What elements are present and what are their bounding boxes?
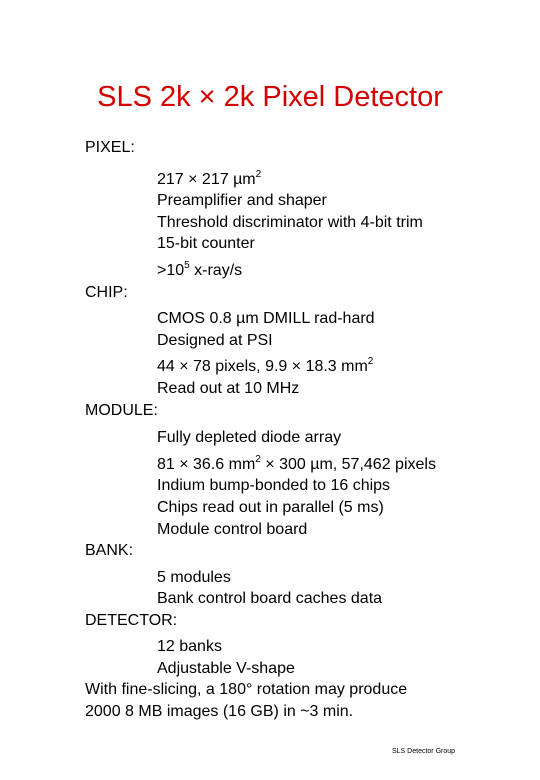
spec-item bbox=[85, 427, 436, 449]
spec-item-text: 12 banks bbox=[157, 638, 222, 656]
spec-item-text: 5 modules bbox=[157, 568, 231, 586]
summary-note bbox=[85, 679, 407, 722]
spec-item-superscript: 2 bbox=[367, 356, 374, 368]
spec-item bbox=[85, 378, 436, 400]
section-heading: MODULE: bbox=[85, 401, 158, 419]
spec-item-text-suffix: x-ray/s bbox=[189, 261, 243, 279]
spec-item-text: 44 × 78 pixels, 9.9 × 18.3 mm bbox=[157, 358, 368, 376]
section-heading: CHIP: bbox=[85, 283, 128, 301]
spec-item-superscript: 5 bbox=[184, 259, 190, 271]
spec-item bbox=[85, 190, 436, 212]
spec-item bbox=[85, 449, 436, 476]
spec-item bbox=[85, 475, 436, 497]
spec-item-text: Designed at PSI bbox=[157, 331, 273, 349]
spec-item bbox=[85, 164, 436, 191]
spec-item bbox=[85, 519, 436, 541]
spec-item-text: Chips read out in parallel (5 ms) bbox=[157, 498, 384, 516]
spec-item bbox=[85, 351, 436, 378]
spec-item bbox=[85, 658, 436, 680]
spec-item-text: Read out at 10 MHz bbox=[157, 379, 300, 397]
section-detector bbox=[85, 610, 436, 680]
section-chip bbox=[85, 282, 436, 400]
spec-item bbox=[85, 330, 436, 352]
spec-item bbox=[85, 588, 436, 610]
spec-item-text: Threshold discriminator with 4-bit trim bbox=[157, 213, 423, 231]
spec-item-text: 81 × 36.6 mm bbox=[157, 455, 256, 473]
section-module bbox=[85, 400, 436, 541]
spec-item bbox=[85, 255, 436, 282]
spec-item-text: Module control board bbox=[157, 520, 308, 538]
spec-item-text: CMOS 0.8 µm DMILL rad-hard bbox=[157, 310, 375, 328]
spec-item-text: Bank control board caches data bbox=[157, 590, 383, 608]
summary-note-line-1: With fine-slicing, a 180° rotation may produce bbox=[85, 681, 408, 698]
section-pixel bbox=[85, 137, 436, 282]
spec-item bbox=[85, 308, 436, 330]
section-heading: BANK: bbox=[85, 542, 134, 560]
spec-item-text-suffix: × 300 µm, 57,462 pixels bbox=[260, 455, 436, 473]
spec-item-text: Preamplifier and shaper bbox=[157, 192, 327, 210]
spec-item bbox=[85, 497, 436, 519]
spec-list bbox=[85, 137, 436, 680]
spec-item-text: 15-bit counter bbox=[157, 235, 255, 253]
spec-item-text: 217 × 217 µm bbox=[157, 170, 256, 188]
spec-item-text: Fully depleted diode array bbox=[157, 429, 342, 447]
page-title: SLS 2k × 2k Pixel Detector bbox=[97, 81, 443, 113]
spec-item-text: Adjustable V-shape bbox=[157, 660, 295, 678]
spec-item bbox=[85, 636, 436, 658]
section-heading: PIXEL: bbox=[85, 139, 135, 156]
spec-item-text: Indium bump-bonded to 16 chips bbox=[157, 477, 391, 495]
spec-item bbox=[85, 233, 436, 255]
spec-item-text: >10 bbox=[157, 261, 185, 279]
summary-note-line-2: 2000 8 MB images (16 GB) in ~3 min. bbox=[85, 702, 354, 720]
spec-item bbox=[85, 567, 436, 589]
spec-item-superscript: 2 bbox=[255, 168, 262, 180]
spec-item-superscript: 2 bbox=[255, 453, 261, 465]
spec-item bbox=[85, 212, 436, 234]
section-heading: DETECTOR: bbox=[85, 611, 178, 629]
section-bank bbox=[85, 540, 436, 610]
footer-credit: SLS Detector Group bbox=[392, 748, 456, 755]
